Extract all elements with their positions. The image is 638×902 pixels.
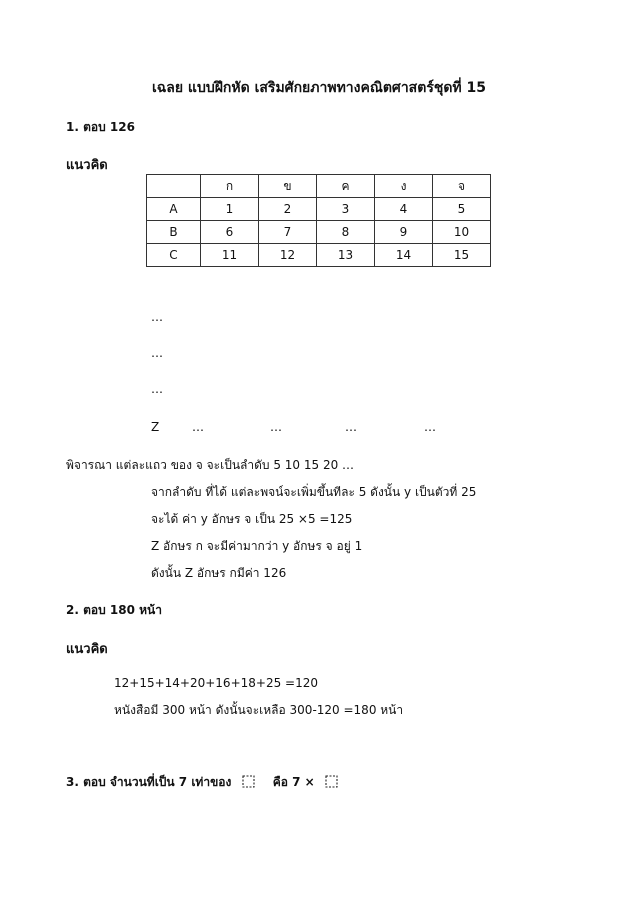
table-cell: 2 [259, 198, 317, 221]
table-header-row [147, 175, 491, 198]
table-cell: 13 [317, 244, 375, 267]
table-cell: C [147, 244, 201, 267]
explanation-line: จากลำดับ ที่ได้ แต่ละพจน์จะเพิ่มขึ้นทีละ 5 ดังนั้น y เป็นตัวที่ 25 [151, 485, 477, 499]
calculation-line: หนังสือมี 300 หน้า ดังนั้นจะเหลือ 300-120 =180 หน้า [114, 703, 404, 717]
z-row-label: Z [151, 420, 160, 434]
table-cell: ก [201, 175, 259, 198]
table-cell: จ [433, 175, 491, 198]
table-cell: 11 [201, 244, 259, 267]
table-row [147, 198, 491, 221]
table-cell: 3 [317, 198, 375, 221]
q2-approach-label: แนวคิด [66, 642, 108, 657]
table-cell: 4 [375, 198, 433, 221]
explanation-line: พิจารณา แต่ละแถว ของ จ จะเป็นลำดับ 5 10 15 20 … [66, 458, 355, 472]
dashed-box-icon [242, 775, 255, 788]
table-cell: 9 [375, 221, 433, 244]
explanation-line: ดังนั้น Z อักษร กมีค่า 126 [151, 566, 287, 580]
table-row [147, 221, 491, 244]
q3-is-text: คือ 7 × [272, 775, 315, 789]
explanation-line: Z อักษร ก จะมีค่ามากว่า y อักษร จ อยู่ 1 [151, 539, 363, 553]
z-row-cell: … [345, 420, 357, 434]
z-row-cell: … [424, 420, 436, 434]
z-row-cell: … [192, 420, 204, 434]
letter-number-table [146, 174, 491, 267]
table-cell: B [147, 221, 201, 244]
ellipsis-row: … [151, 382, 163, 396]
table-cell: 1 [201, 198, 259, 221]
z-row-cell: … [270, 420, 282, 434]
page-title: เฉลย แบบฝึกหัด เสริมศักยภาพทางคณิตศาสตร์ชุดที่ 15 [151, 80, 487, 96]
table-cell: 14 [375, 244, 433, 267]
table-cell [147, 175, 201, 198]
table-cell: 6 [201, 221, 259, 244]
table-cell: 10 [433, 221, 491, 244]
table-cell: 7 [259, 221, 317, 244]
table-cell: 5 [433, 198, 491, 221]
q2-answer: 2. ตอบ 180 หน้า [66, 603, 162, 617]
table-cell: ข [259, 175, 317, 198]
table-cell: 8 [317, 221, 375, 244]
q1-answer: 1. ตอบ 126 [66, 120, 135, 134]
dashed-box-icon [325, 775, 338, 788]
table-cell: A [147, 198, 201, 221]
ellipsis-row: … [151, 346, 163, 360]
ellipsis-row: … [151, 310, 163, 324]
table-cell: ง [375, 175, 433, 198]
table-row [147, 244, 491, 267]
table-cell: ค [317, 175, 375, 198]
q1-approach-label: แนวคิด [66, 158, 108, 173]
q3-answer [66, 775, 338, 788]
table-cell: 15 [433, 244, 491, 267]
calculation-line: 12+15+14+20+16+18+25 =120 [114, 676, 318, 690]
table-cell: 12 [259, 244, 317, 267]
explanation-line: จะได้ ค่า y อักษร จ เป็น 25 ×5 =125 [151, 512, 353, 526]
q3-answer-text: 3. ตอบ จำนวนที่เป็น 7 เท่าของ [66, 775, 232, 789]
